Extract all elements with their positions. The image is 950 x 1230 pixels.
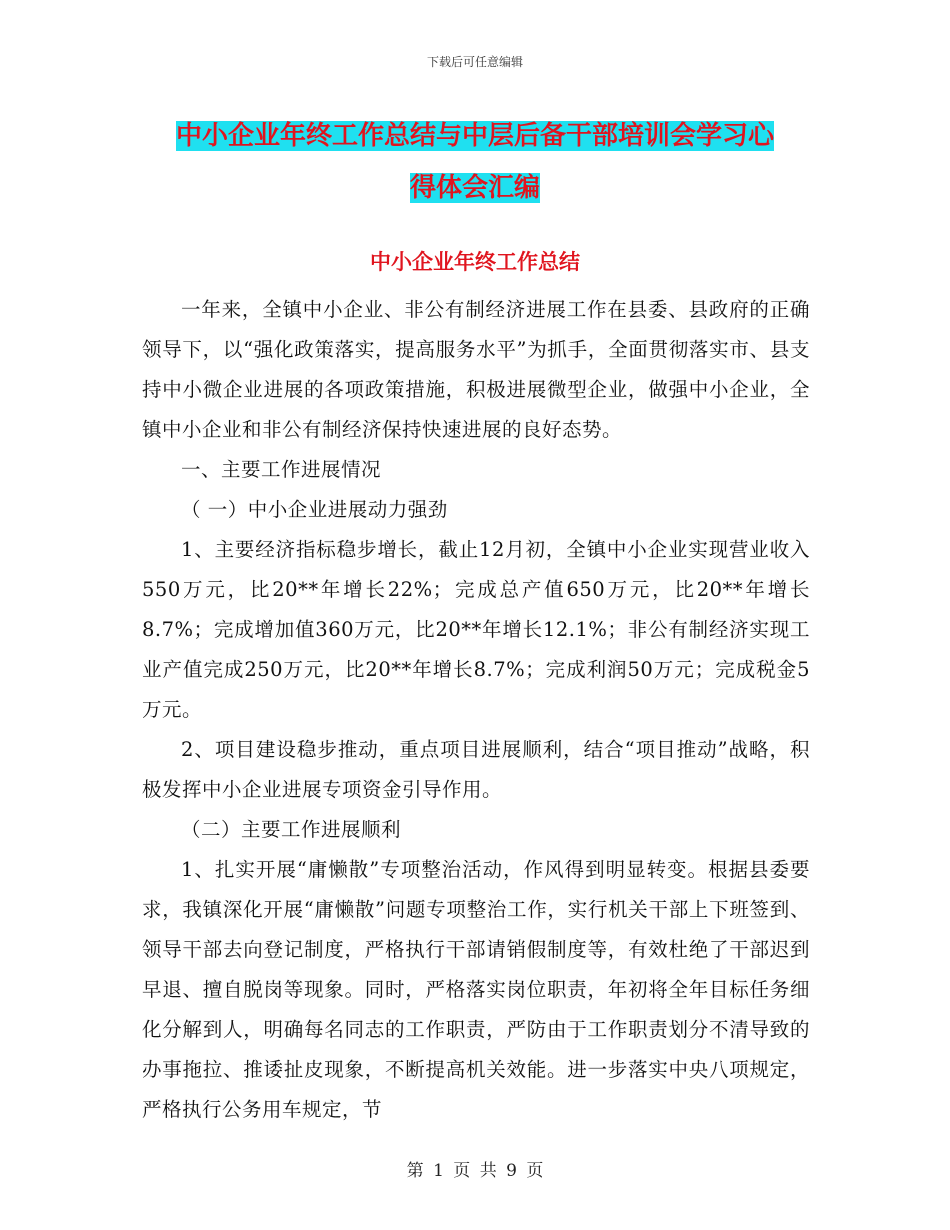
subheading-1: （ 一）中小企业进展动力强劲 (181, 498, 448, 521)
document-title-line-1: 中小企业年终工作总结与中层后备干部培训会学习心 (175, 121, 774, 151)
body-text (142, 290, 810, 1130)
paragraph-projects: 2、项目建设稳步推动，重点项目进展顺利，结合“项目推动”战略，积极发挥中小企业进展专项资金引导作用。 (142, 738, 810, 801)
heading-main-progress: 一、主要工作进展情况 (181, 458, 382, 481)
header-note: 下载后可任意编辑 (426, 55, 523, 69)
subheading-2: （二）主要工作进展顺利 (181, 818, 402, 841)
paragraph-rectification: 1、扎实开展“庸懒散”专项整治活动，作风得到明显转变。根据县委要求，我镇深化开展“庸懒散”问题专项整治工作，实行机关干部上下班签到、领导干部去向登记制度，严格执行干部请销假制度等，有效杜绝了干部迟到早退、擅自脱岗等现象。同时，严格落实岗位职责，年初将全年目标任务细化分解到人，明确每名同志的工作职责，严防由于工作职责划分不清导致的办事拖拉、推诿扯皮现象，不断提高机关效能。进一步落实中央八项规定，严格执行公务用车规定，节 (142, 858, 810, 1121)
paragraph-intro: 一年来，全镇中小企业、非公有制经济进展工作在县委、县政府的正确领导下，以“强化政策落实，提高服务水平”为抓手，全面贯彻落实市、县支持中小微企业进展的各项政策措施，积极进展微型企业，做强中小企业，全镇中小企业和非公有制经济保持快速进展的良好态势。 (142, 298, 810, 441)
document-title (140, 110, 810, 214)
section-title: 中小企业年终工作总结 (370, 250, 580, 274)
document-title-line-2: 得体会汇编 (409, 173, 540, 203)
paragraph-indicators: 1、主要经济指标稳步增长，截止12月初，全镇中小企业实现营业收入550万元，比20**年增长22%；完成总产值650万元，比20**年增长8.7%；完成增加值360万元，比20**年增长12.1%；非公有制经济实现工业产值完成250万元，比20**年增长8.7%；完成利润50万元；完成税金5万元。 (142, 538, 810, 721)
page-footer: 第 1 页 共 9 页 (406, 1161, 544, 1181)
